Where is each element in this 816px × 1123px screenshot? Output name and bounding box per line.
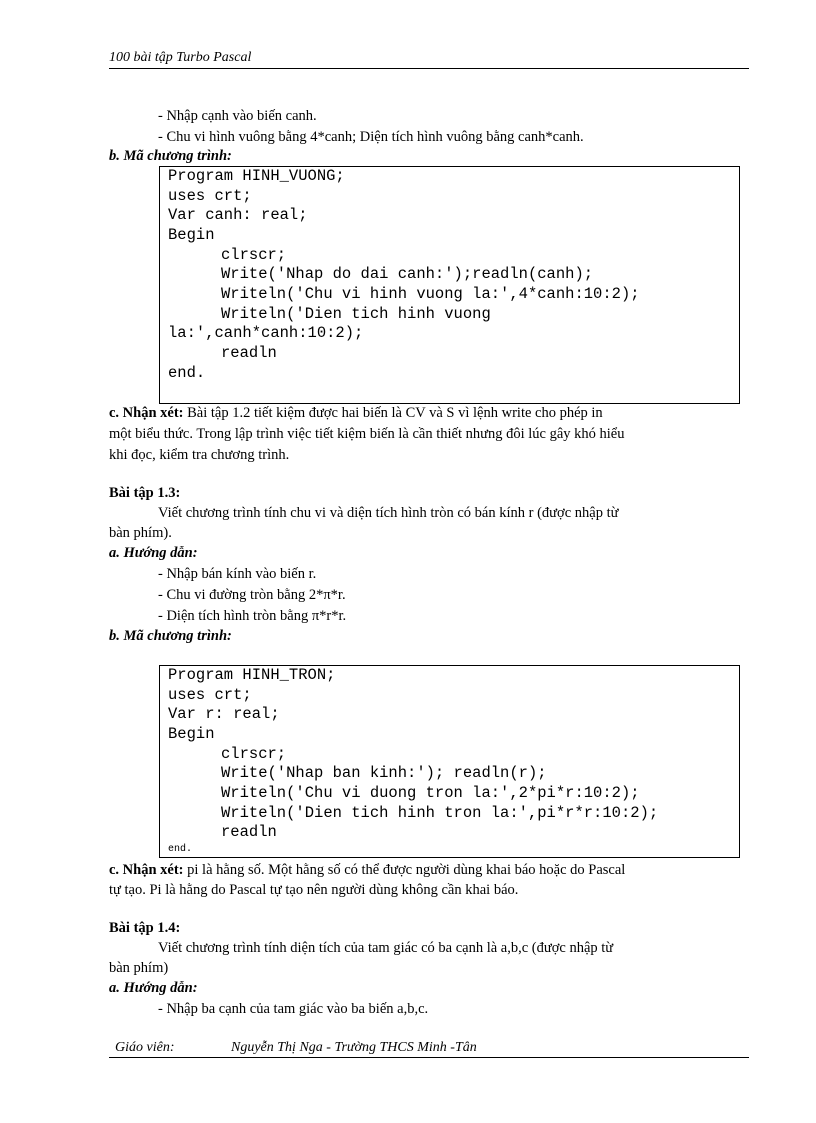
bullet-square-formula: - Chu vi hình vuông bằng 4*canh; Diện tích hình vuông bằng canh*canh. (158, 129, 584, 145)
code-line: Writeln('Dien tich hinh vuong (221, 305, 491, 323)
code-line: Writeln('Dien tich hinh tron la:',pi*r*r:10:2); (221, 804, 659, 822)
exercise-1-3-desc2: bàn phím). (109, 525, 172, 541)
remark-1-2-line1 (109, 403, 603, 423)
code-block-hinh-vuong (159, 166, 740, 404)
remark-label: c. Nhận xét: (109, 405, 184, 421)
exercise-1-3-title: Bài tập 1.3: (109, 485, 181, 501)
page-header (109, 50, 749, 69)
exercise-1-3-desc1: Viết chương trình tính chu vi và diện tích hình tròn có bán kính r (được nhập từ (158, 505, 619, 521)
remark-text: Bài tập 1.2 tiết kiệm được hai biến là CV và S vì lệnh write cho phép in (183, 405, 603, 421)
code-line: Program HINH_TRON; (168, 666, 336, 684)
footer-label: Giáo viên: (115, 1040, 175, 1055)
guide-1-3-item3: - Diện tích hình tròn bằng π*r*r. (158, 608, 347, 624)
code-line: Begin (168, 226, 215, 244)
code-line: Begin (168, 725, 215, 743)
code-line: readln (221, 344, 277, 362)
remark-text: pi là hằng số. Một hằng số có thể được người dùng khai báo hoặc do Pascal (183, 862, 626, 878)
remark-1-2-line2: một biểu thức. Trong lập trình việc tiết kiệm biến là cần thiết nhưng đôi lúc gây khó hiểu (109, 426, 625, 442)
exercise-1-4-desc2: bàn phím) (109, 960, 169, 976)
heading-guide-1-4: a. Hướng dẫn: (109, 980, 198, 996)
code-line: la:',canh*canh:10:2); (168, 324, 364, 342)
code-line: Write('Nhap ban kinh:'); readln(r); (221, 764, 547, 782)
code-line: Writeln('Chu vi duong tron la:',2*pi*r:10:2); (221, 784, 640, 802)
bullet-input-side: - Nhập cạnh vào biến canh. (158, 108, 317, 124)
heading-code-1-2: b. Mã chương trình: (109, 148, 232, 164)
guide-1-4-item1: - Nhập ba cạnh của tam giác vào ba biến a,b,c. (158, 1001, 429, 1017)
remark-1-3-line2: tự tạo. Pi là hằng do Pascal tự tạo nên người dùng không cần khai báo. (109, 882, 519, 898)
page-footer (109, 1040, 749, 1058)
code-line: Var r: real; (168, 705, 280, 723)
remark-1-3-line1 (109, 860, 625, 880)
code-line: Var canh: real; (168, 206, 308, 224)
heading-guide-1-3: a. Hướng dẫn: (109, 545, 198, 561)
code-line: Write('Nhap do dai canh:');readln(canh); (221, 265, 594, 283)
code-line: uses crt; (168, 187, 252, 205)
code-block-hinh-tron (159, 665, 740, 858)
guide-1-3-item1: - Nhập bán kính vào biến r. (158, 566, 317, 582)
exercise-1-4-title: Bài tập 1.4: (109, 920, 181, 936)
remark-1-2-line3: khi đọc, kiểm tra chương trình. (109, 447, 290, 463)
code-line: end. (168, 364, 206, 382)
code-line: readln (221, 823, 277, 841)
remark-label: c. Nhận xét: (109, 862, 184, 878)
code-line: end. (168, 844, 193, 855)
footer-author: Nguyễn Thị Nga - Trường THCS Minh -Tân (231, 1040, 477, 1055)
code-line: Program HINH_VUONG; (168, 167, 345, 185)
guide-1-3-item2: - Chu vi đường tròn bằng 2*π*r. (158, 587, 346, 603)
header-title: 100 bài tập Turbo Pascal (109, 50, 252, 65)
code-line: Writeln('Chu vi hinh vuong la:',4*canh:10:2); (221, 285, 640, 303)
exercise-1-4-desc1: Viết chương trình tính diện tích của tam giác có ba cạnh là a,b,c (được nhập từ (158, 940, 614, 956)
heading-code-1-3: b. Mã chương trình: (109, 628, 232, 644)
code-line: uses crt; (168, 686, 252, 704)
code-line: clrscr; (221, 745, 287, 763)
code-line: clrscr; (221, 246, 287, 264)
